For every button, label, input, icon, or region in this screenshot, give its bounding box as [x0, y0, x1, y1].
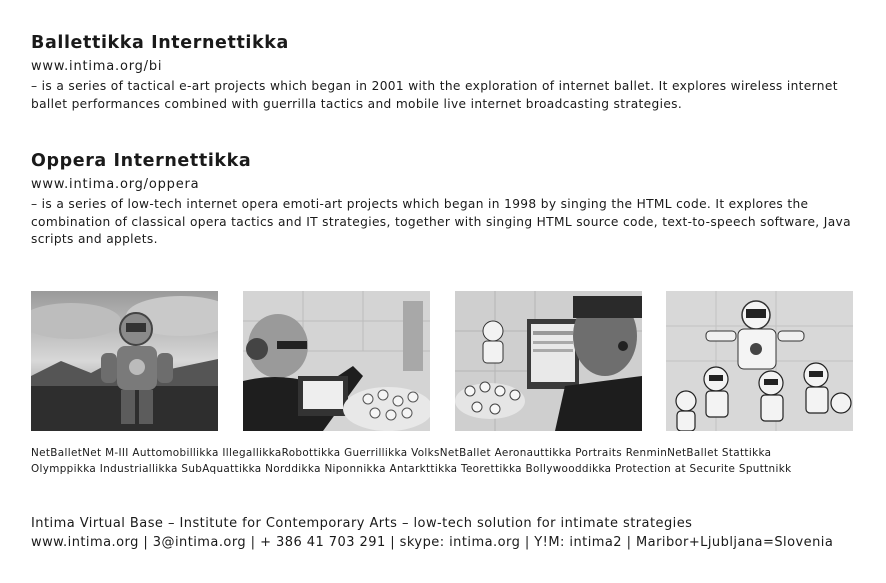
ballet-section	[31, 32, 855, 113]
tags-line-2: Olymppikka Industriallikka SubAquattikka Norddikka Niponnikka Antarkttikka Teorettikka Bollywooddikka Protection at Securite Sputtnikk	[31, 463, 792, 475]
robot-sky-photo	[31, 291, 218, 431]
footer-tagline: Intima Virtual Base – Institute for Contemporary Arts – low-tech solution for intimate strategies	[31, 516, 693, 531]
opera-section	[31, 150, 855, 249]
project-tags	[31, 445, 857, 477]
ballet-description: – is a series of tactical e-art projects which began in 2001 with the exploration of internet ballet. It explores wireless internet ballet performances combined with guerrilla tactics and mobile live internet broadcasting strategies.	[31, 79, 838, 111]
opera-description: – is a series of low-tech internet opera emoti-art projects which began in 1998 by singing the HTML code. It explores the combination of classical opera tactics and IT strategies, together with singing HTML source code, text-to-speech software, Java scripts and applets.	[31, 197, 851, 246]
ballet-title: Ballettikka Internettikka	[31, 33, 289, 53]
photo-strip	[31, 291, 855, 431]
laptop-robots-photo	[455, 291, 642, 431]
singer-robots-photo	[243, 291, 430, 431]
footer-contacts[interactable]: www.intima.org | 3@intima.org | + 386 41 703 291 | skype: intima.org | Y!M: intima2 | Maribor+Ljubljana=Slovenia	[31, 535, 834, 550]
opera-url[interactable]: www.intima.org/oppera	[31, 177, 200, 192]
opera-title: Oppera Internettikka	[31, 151, 252, 171]
robot-group-photo	[666, 291, 853, 431]
ballet-url[interactable]: www.intima.org/bi	[31, 59, 163, 74]
tags-line-1: NetBalletNet M-III Auttomobillikka IllegallikkaRobottikka Guerrillikka VolksNetBallet Aeronauttikka Portraits RenminNetBallet Stattikka	[31, 447, 772, 459]
footer	[31, 514, 861, 552]
